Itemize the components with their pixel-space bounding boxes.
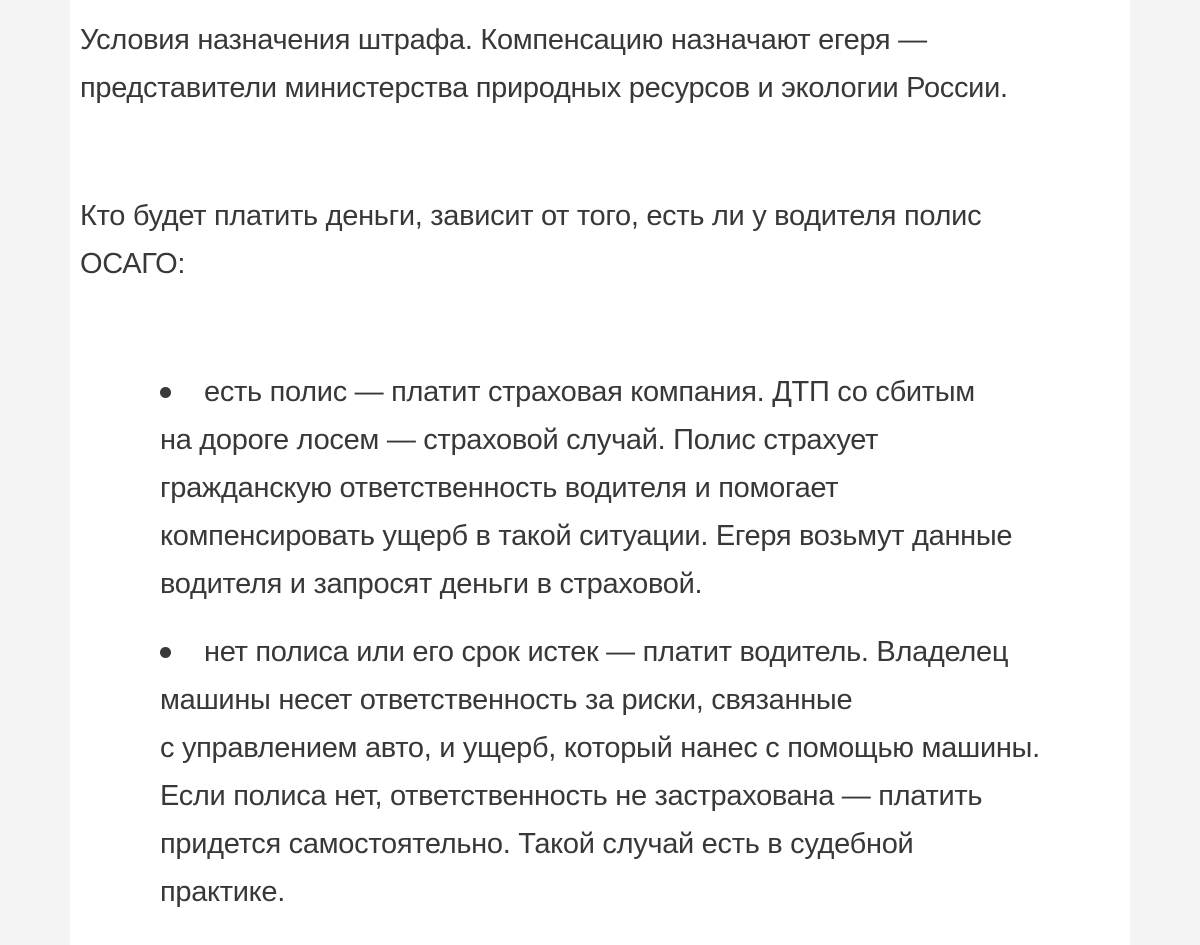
text-line: машины несет ответственность за риски, связанные	[160, 684, 853, 716]
bullet-icon	[160, 647, 171, 658]
text-line: представители министерства природных ресурсов и экологии России.	[80, 72, 1008, 104]
paragraph-who-pays	[80, 192, 981, 288]
text-line: нет полиса или его срок истек — платит водитель. Владелец	[204, 636, 1009, 668]
text-line: Если полиса нет, ответственность не застрахована — платить	[160, 780, 983, 812]
text-line: ОСАГО:	[80, 248, 186, 280]
text-line: водителя и запросят деньги в страховой.	[160, 568, 703, 600]
article-page	[70, 0, 1130, 945]
list-item-no-policy	[160, 628, 1040, 916]
text-line: есть полис — платит страховая компания. ДТП со сбитым	[204, 376, 975, 408]
bullet-list	[160, 368, 1040, 936]
text-line: компенсировать ущерб в такой ситуации. Егеря возьмут данные	[160, 520, 1013, 552]
text-line: с управлением авто, и ущерб, который нанес с помощью машины.	[160, 732, 1040, 764]
text-line: гражданскую ответственность водителя и помогает	[160, 472, 839, 504]
paragraph-fine-conditions	[80, 16, 1008, 112]
text-line: Кто будет платить деньги, зависит от того, есть ли у водителя полис	[80, 200, 982, 232]
text-line: практике.	[160, 876, 285, 908]
text-line: Условия назначения штрафа. Компенсацию назначают егеря —	[80, 24, 927, 56]
bullet-icon	[160, 387, 171, 398]
text-line: придется самостоятельно. Такой случай есть в судебной	[160, 828, 914, 860]
text-line: на дороге лосем — страховой случай. Полис страхует	[160, 424, 879, 456]
list-item-has-policy	[160, 368, 1040, 608]
